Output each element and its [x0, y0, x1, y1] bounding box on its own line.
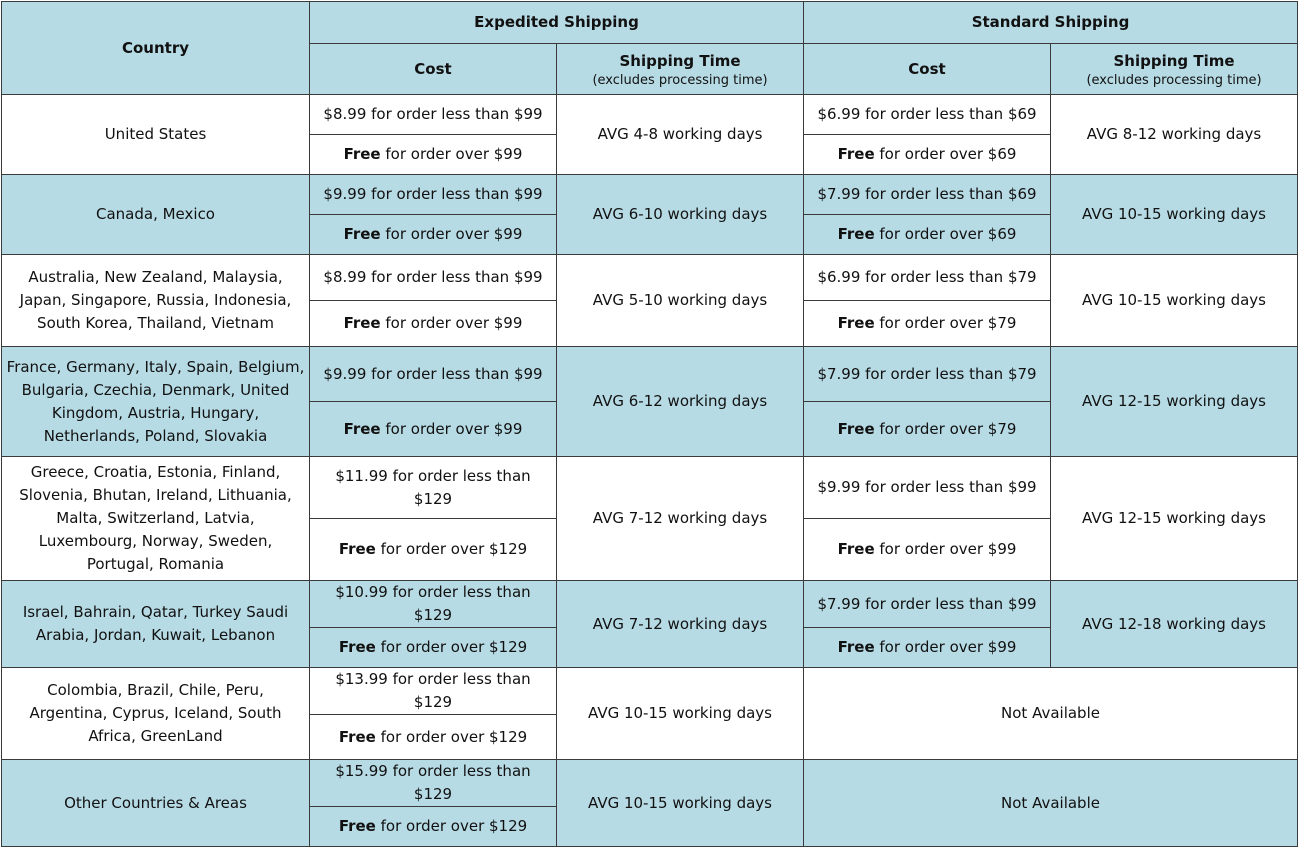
country-cell: France, Germany, Italy, Spain, Belgium, Bulgaria, Czechia, Denmark, United Kingdom, Austria, Hungary, Netherlands, Poland, Slovakia: [2, 347, 310, 457]
table-row: [2, 95, 1298, 135]
expedited-shipping-header: Expedited Shipping: [310, 2, 804, 44]
standard-time: AVG 8-12 working days: [1051, 95, 1298, 175]
standard-cost-free: Free for order over $79: [804, 301, 1051, 347]
expedited-cost-less: $8.99 for order less than $99: [310, 255, 557, 301]
expedited-time: AVG 10-15 working days: [557, 760, 804, 847]
standard-cost-less: $9.99 for order less than $99: [804, 457, 1051, 519]
expedited-time: AVG 6-10 working days: [557, 175, 804, 255]
standard-not-available: Not Available: [804, 760, 1298, 847]
expedited-cost-less: $8.99 for order less than $99: [310, 95, 557, 135]
expedited-cost-less: $10.99 for order less than $129: [310, 581, 557, 628]
table-row: [2, 668, 1298, 715]
expedited-cost-free: Free for order over $129: [310, 807, 557, 847]
standard-cost-free: Free for order over $99: [804, 628, 1051, 668]
country-cell: Colombia, Brazil, Chile, Peru, Argentina, Cyprus, Iceland, South Africa, GreenLand: [2, 668, 310, 760]
table-row: [2, 175, 1298, 215]
table-row: [2, 255, 1298, 301]
standard-not-available: Not Available: [804, 668, 1298, 760]
country-cell: Other Countries & Areas: [2, 760, 310, 847]
excludes-note: (excludes processing time): [1086, 72, 1262, 88]
standard-cost-less: $7.99 for order less than $99: [804, 581, 1051, 628]
standard-time: AVG 10-15 working days: [1051, 175, 1298, 255]
standard-shipping-header: Standard Shipping: [804, 2, 1298, 44]
expedited-cost-free: Free for order over $99: [310, 301, 557, 347]
table-row: [2, 760, 1298, 807]
standard-cost-free: Free for order over $69: [804, 215, 1051, 255]
standard-cost-less: $6.99 for order less than $69: [804, 95, 1051, 135]
expedited-cost-free: Free for order over $129: [310, 628, 557, 668]
expedited-cost-less: $9.99 for order less than $99: [310, 175, 557, 215]
standard-cost-less: $7.99 for order less than $79: [804, 347, 1051, 402]
table-row: [2, 581, 1298, 628]
expedited-time: AVG 6-12 working days: [557, 347, 804, 457]
country-cell: United States: [2, 95, 310, 175]
standard-cost-free: Free for order over $99: [804, 519, 1051, 581]
country-header: Country: [2, 2, 310, 95]
standard-time: AVG 12-15 working days: [1051, 347, 1298, 457]
expedited-cost-free: Free for order over $99: [310, 215, 557, 255]
excludes-note: (excludes processing time): [592, 72, 768, 88]
expedited-time: AVG 10-15 working days: [557, 668, 804, 760]
expedited-cost-free: Free for order over $129: [310, 715, 557, 760]
standard-cost-free: Free for order over $69: [804, 135, 1051, 175]
expedited-cost-free: Free for order over $129: [310, 519, 557, 581]
expedited-time: AVG 4-8 working days: [557, 95, 804, 175]
expedited-cost-less: $9.99 for order less than $99: [310, 347, 557, 402]
expedited-time-header: Shipping Time (excludes processing time): [557, 44, 804, 95]
expedited-cost-header: Cost: [310, 44, 557, 95]
standard-cost-less: $7.99 for order less than $69: [804, 175, 1051, 215]
table-row: [2, 347, 1298, 402]
expedited-cost-free: Free for order over $99: [310, 402, 557, 457]
country-cell: Canada, Mexico: [2, 175, 310, 255]
standard-cost-less: $6.99 for order less than $79: [804, 255, 1051, 301]
expedited-cost-free: Free for order over $99: [310, 135, 557, 175]
country-cell: Greece, Croatia, Estonia, Finland, Slovenia, Bhutan, Ireland, Lithuania, Malta, Switzerland, Latvia, Luxembourg, Norway, Sweden, Portugal, Romania: [2, 457, 310, 581]
expedited-time: AVG 5-10 working days: [557, 255, 804, 347]
expedited-cost-less: $15.99 for order less than $129: [310, 760, 557, 807]
standard-cost-free: Free for order over $79: [804, 402, 1051, 457]
shipping-rates-table: [1, 1, 1298, 847]
standard-time-header: Shipping Time (excludes processing time): [1051, 44, 1298, 95]
expedited-cost-less: $11.99 for order less than $129: [310, 457, 557, 519]
standard-time: AVG 10-15 working days: [1051, 255, 1298, 347]
expedited-cost-less: $13.99 for order less than $129: [310, 668, 557, 715]
standard-cost-header: Cost: [804, 44, 1051, 95]
table-row: [2, 457, 1298, 519]
country-cell: Australia, New Zealand, Malaysia, Japan, Singapore, Russia, Indonesia, South Korea, Thailand, Vietnam: [2, 255, 310, 347]
expedited-time: AVG 7-12 working days: [557, 457, 804, 581]
standard-time: AVG 12-15 working days: [1051, 457, 1298, 581]
country-cell: Israel, Bahrain, Qatar, Turkey Saudi Arabia, Jordan, Kuwait, Lebanon: [2, 581, 310, 668]
standard-time: AVG 12-18 working days: [1051, 581, 1298, 668]
expedited-time: AVG 7-12 working days: [557, 581, 804, 668]
